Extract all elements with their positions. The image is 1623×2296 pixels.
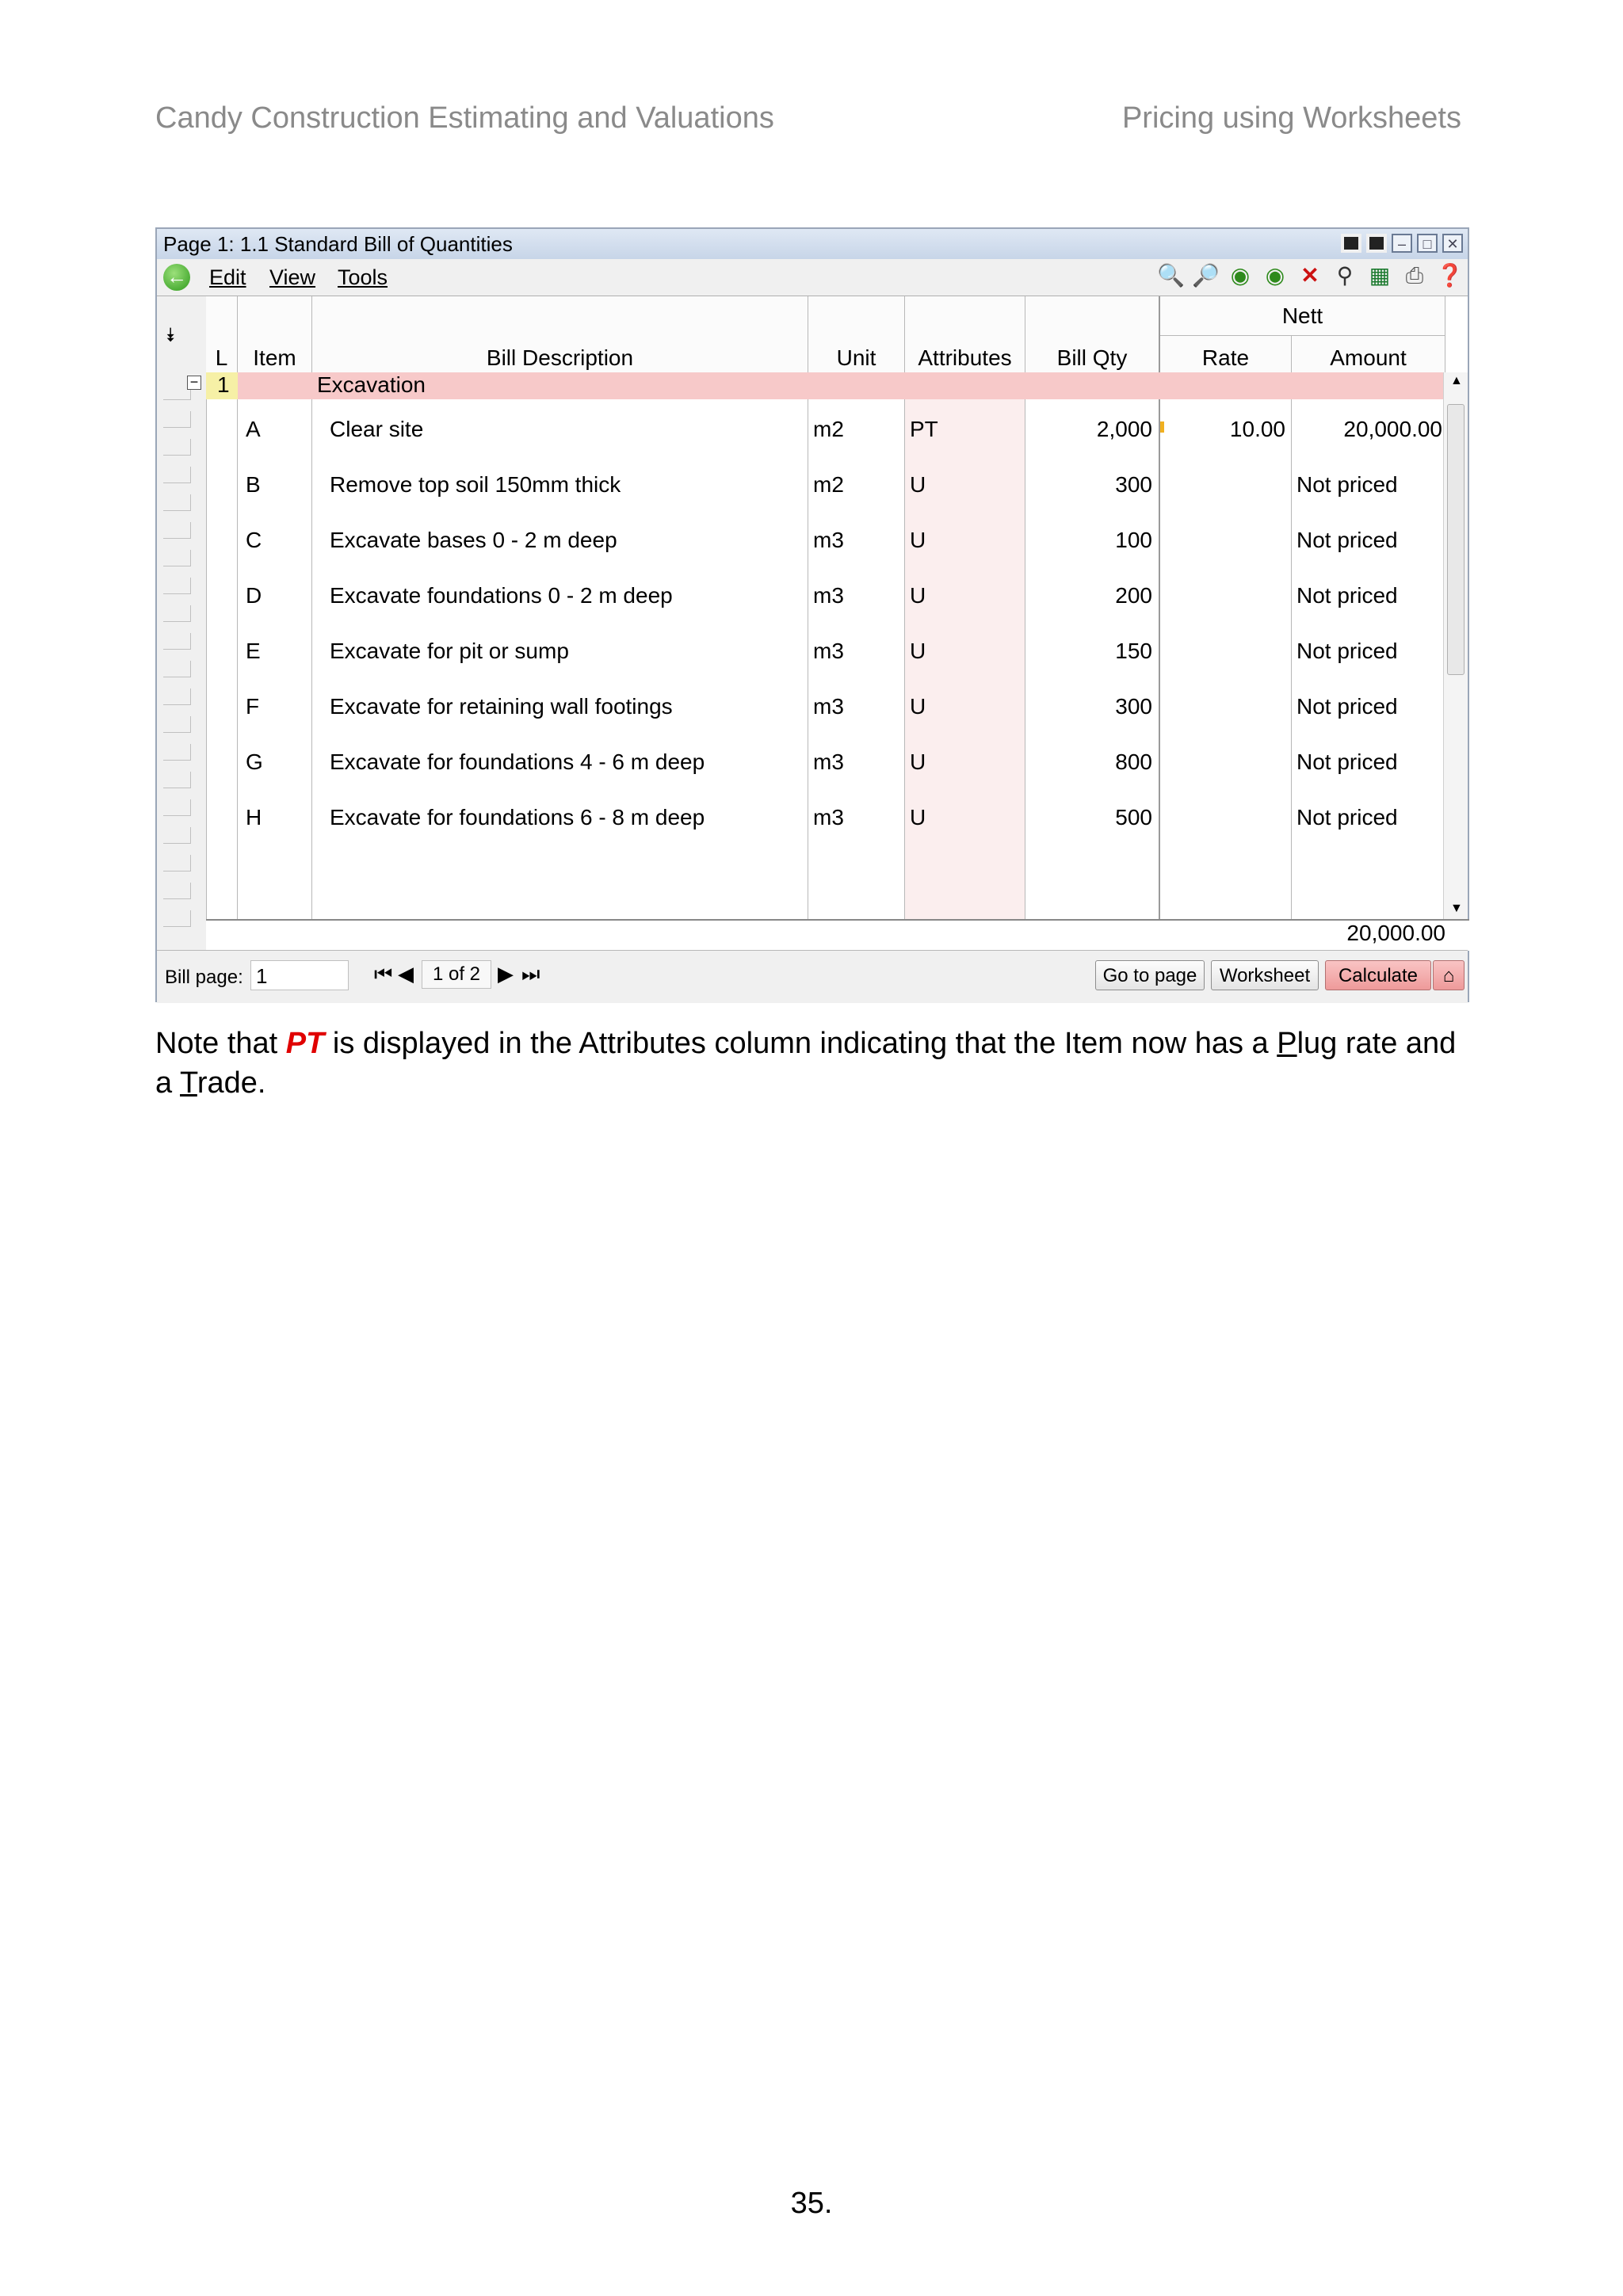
rate-marker-icon bbox=[1160, 421, 1164, 433]
col-header-amount[interactable]: Amount bbox=[1292, 336, 1445, 372]
toolbar bbox=[1157, 262, 1463, 289]
next-page-icon[interactable]: ▶ bbox=[498, 962, 514, 986]
row-item[interactable]: H bbox=[246, 805, 262, 830]
bill-window bbox=[155, 227, 1469, 1002]
col-header-unit[interactable]: Unit bbox=[808, 296, 905, 372]
row-qty[interactable]: 500 bbox=[1115, 805, 1152, 830]
row-rate[interactable]: 10.00 bbox=[1229, 417, 1285, 441]
row-marker[interactable] bbox=[163, 467, 191, 483]
row-marker[interactable] bbox=[163, 688, 191, 705]
row-item[interactable]: B bbox=[246, 472, 261, 497]
row-qty[interactable]: 800 bbox=[1115, 749, 1152, 774]
back-arrow-icon[interactable]: ← bbox=[163, 264, 190, 291]
row-marker[interactable] bbox=[163, 744, 191, 761]
zoom-out-icon[interactable]: 🔎 bbox=[1192, 263, 1220, 288]
row-item[interactable]: E bbox=[246, 639, 261, 663]
col-header-item[interactable]: Item bbox=[238, 296, 312, 372]
print-icon[interactable]: ⎙ bbox=[1405, 263, 1424, 288]
scroll-down-icon[interactable]: ▼ bbox=[1450, 902, 1463, 915]
row-attributes[interactable]: U bbox=[910, 472, 926, 497]
row-amount[interactable]: 20,000.00 bbox=[1343, 417, 1442, 441]
row-marker[interactable] bbox=[163, 411, 191, 428]
row-marker[interactable] bbox=[163, 578, 191, 594]
row-amount[interactable]: Not priced bbox=[1296, 472, 1398, 497]
total-amount: 20,000.00 bbox=[1346, 921, 1445, 945]
find-icon[interactable]: ⚲ bbox=[1336, 263, 1354, 288]
collapse-section-icon[interactable]: − bbox=[187, 376, 201, 390]
zoom-in-icon[interactable]: 🔍 bbox=[1157, 263, 1185, 288]
maximize-icon[interactable]: □ bbox=[1417, 234, 1438, 253]
row-description[interactable]: Excavate for pit or sump bbox=[330, 639, 569, 663]
scroll-thumb[interactable] bbox=[1447, 404, 1465, 675]
row-amount[interactable]: Not priced bbox=[1296, 528, 1398, 552]
close-icon[interactable]: ✕ bbox=[1442, 234, 1463, 253]
row-unit[interactable]: m2 bbox=[813, 472, 844, 497]
vertical-scrollbar[interactable] bbox=[1443, 372, 1468, 919]
help-icon[interactable]: ❓ bbox=[1436, 263, 1464, 288]
menu-edit[interactable]: Edit bbox=[209, 265, 246, 289]
page-indicator: 1 of 2 bbox=[422, 960, 491, 989]
row-qty[interactable]: 100 bbox=[1115, 528, 1152, 552]
row-gutter bbox=[157, 296, 207, 951]
col-header-description[interactable]: Bill Description bbox=[312, 296, 808, 372]
col-header-nett: Nett bbox=[1160, 296, 1445, 336]
row-attributes[interactable]: U bbox=[910, 528, 926, 552]
scroll-up-icon[interactable]: ▲ bbox=[1450, 374, 1463, 387]
worksheet-button[interactable]: Worksheet bbox=[1211, 960, 1319, 990]
window-controls bbox=[1341, 234, 1463, 253]
bill-page-label: Bill page: bbox=[165, 967, 243, 988]
row-description[interactable]: Excavate foundations 0 - 2 m deep bbox=[330, 583, 673, 608]
row-description[interactable]: Excavate for foundations 4 - 6 m deep bbox=[330, 749, 705, 774]
row-amount[interactable]: Not priced bbox=[1296, 694, 1398, 719]
row-item[interactable]: C bbox=[246, 528, 262, 552]
row-attributes[interactable]: PT bbox=[910, 417, 938, 441]
row-description[interactable]: Clear site bbox=[330, 417, 424, 441]
row-marker[interactable] bbox=[163, 883, 191, 899]
row-attributes[interactable]: U bbox=[910, 694, 926, 719]
menu-view[interactable]: View bbox=[269, 265, 316, 289]
window-titlebar[interactable] bbox=[157, 229, 1468, 260]
pin-icon[interactable] bbox=[1366, 234, 1387, 253]
home-icon[interactable]: ⌂ bbox=[1433, 960, 1465, 990]
row-item[interactable]: G bbox=[246, 749, 263, 774]
row-attributes[interactable]: U bbox=[910, 805, 926, 830]
row-marker[interactable] bbox=[163, 772, 191, 788]
row-attributes[interactable]: U bbox=[910, 639, 926, 663]
minimize-icon[interactable]: – bbox=[1392, 234, 1412, 253]
row-qty[interactable]: 200 bbox=[1115, 583, 1152, 608]
section-description[interactable]: Excavation bbox=[317, 372, 426, 397]
row-unit[interactable]: m3 bbox=[813, 583, 844, 608]
row-qty[interactable]: 300 bbox=[1115, 472, 1152, 497]
row-marker[interactable] bbox=[163, 855, 191, 871]
row-unit[interactable]: m3 bbox=[813, 528, 844, 552]
row-qty[interactable]: 150 bbox=[1115, 639, 1152, 663]
row-qty[interactable]: 300 bbox=[1115, 694, 1152, 719]
dock-icon[interactable] bbox=[1341, 234, 1361, 253]
row-marker[interactable] bbox=[163, 827, 191, 844]
menu-bar bbox=[157, 259, 1468, 296]
window-title: Page 1: 1.1 Standard Bill of Quantities bbox=[163, 232, 513, 256]
row-marker[interactable] bbox=[163, 550, 191, 566]
row-marker[interactable] bbox=[163, 494, 191, 511]
menu-tools[interactable]: Tools bbox=[338, 265, 388, 289]
delete-icon[interactable]: ✕ bbox=[1300, 263, 1319, 288]
row-marker[interactable] bbox=[163, 605, 191, 622]
first-page-icon[interactable]: ⏮ bbox=[374, 962, 393, 986]
excel-icon[interactable]: ▦ bbox=[1369, 263, 1391, 288]
last-page-icon[interactable]: ⏭ bbox=[521, 962, 540, 986]
row-attributes[interactable]: U bbox=[910, 749, 926, 774]
row-unit[interactable]: m3 bbox=[813, 694, 844, 719]
document-header-title: Candy Construction Estimating and Valuations bbox=[155, 101, 774, 135]
row-unit[interactable]: m3 bbox=[813, 805, 844, 830]
row-amount[interactable]: Not priced bbox=[1296, 749, 1398, 774]
col-header-bill-qty[interactable]: Bill Qty bbox=[1025, 296, 1160, 372]
go-to-page-button[interactable]: Go to page bbox=[1095, 960, 1205, 990]
note-paragraph: Note that PT is displayed in the Attributes column indicating that the Item now has a Plug rate and a Trade. bbox=[155, 1027, 1457, 1100]
row-marker[interactable] bbox=[163, 716, 191, 733]
row-qty[interactable]: 2,000 bbox=[1096, 417, 1152, 441]
page-number: 35. bbox=[790, 2187, 833, 2220]
row-item[interactable]: A bbox=[246, 417, 261, 441]
row-marker[interactable] bbox=[163, 799, 191, 816]
row-description[interactable]: Excavate bases 0 - 2 m deep bbox=[330, 528, 617, 552]
row-description[interactable]: Excavate for retaining wall footings bbox=[330, 694, 673, 719]
previous-icon[interactable]: ◉ bbox=[1230, 263, 1251, 288]
row-amount[interactable]: Not priced bbox=[1296, 639, 1398, 663]
col-level bbox=[206, 372, 238, 919]
next-icon[interactable]: ◉ bbox=[1265, 263, 1285, 288]
document-header-section: Pricing using Worksheets bbox=[1121, 101, 1461, 135]
row-marker[interactable] bbox=[163, 910, 191, 927]
row-item[interactable]: D bbox=[246, 583, 262, 608]
row-marker[interactable] bbox=[163, 522, 191, 539]
row-unit[interactable]: m2 bbox=[813, 417, 844, 441]
collapse-all-icon[interactable]: ⯯ bbox=[165, 325, 177, 346]
bill-page-input[interactable]: 1 bbox=[250, 960, 349, 990]
row-description[interactable]: Excavate for foundations 6 - 8 m deep bbox=[330, 805, 705, 830]
row-marker[interactable] bbox=[163, 439, 191, 456]
prev-page-icon[interactable]: ◀ bbox=[398, 962, 414, 986]
col-header-rate[interactable]: Rate bbox=[1160, 336, 1292, 372]
bill-grid bbox=[157, 296, 1468, 951]
row-amount[interactable]: Not priced bbox=[1296, 805, 1398, 830]
row-unit[interactable]: m3 bbox=[813, 749, 844, 774]
note-pt: PT bbox=[285, 1027, 325, 1060]
section-level: 1 bbox=[217, 372, 230, 397]
row-amount[interactable]: Not priced bbox=[1296, 583, 1398, 608]
col-header-level[interactable]: L bbox=[206, 296, 238, 372]
calculate-button[interactable]: Calculate bbox=[1325, 960, 1431, 990]
col-header-attributes[interactable]: Attributes bbox=[905, 296, 1025, 372]
totals-bar bbox=[206, 919, 1469, 951]
row-item[interactable]: F bbox=[246, 694, 260, 719]
row-unit[interactable]: m3 bbox=[813, 639, 844, 663]
row-attributes[interactable]: U bbox=[910, 583, 926, 608]
col-rate bbox=[1160, 372, 1292, 919]
row-marker[interactable] bbox=[163, 661, 191, 677]
status-bar bbox=[157, 950, 1468, 1003]
row-marker[interactable] bbox=[163, 633, 191, 650]
row-description[interactable]: Remove top soil 150mm thick bbox=[330, 472, 621, 497]
